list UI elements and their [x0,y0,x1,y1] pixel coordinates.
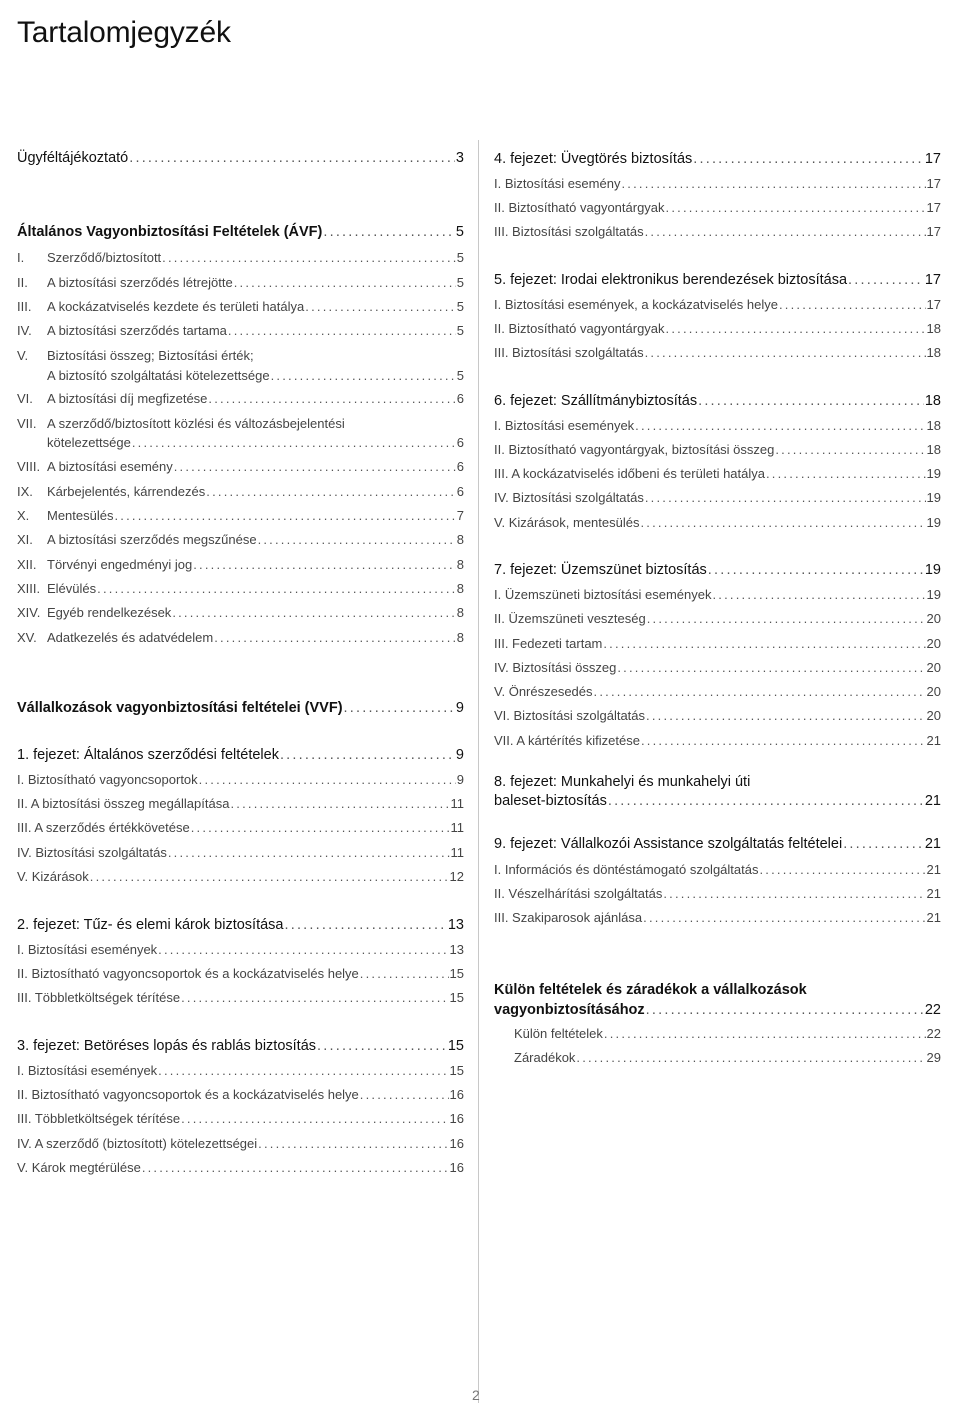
toc-entry-page: 5 [456,275,464,290]
toc-entry-page: 17 [926,224,941,239]
toc-entry-avf[interactable] [17,224,464,240]
toc-entry-page: 17 [926,200,941,215]
toc-entry-label: I. Biztosítási események [17,942,158,957]
toc-entry-label: V. Kizárások [17,869,89,884]
toc-entry-page: 16 [449,1160,464,1175]
toc-entry[interactable] [494,886,941,901]
toc-entry[interactable] [17,508,464,523]
toc-chapter-4[interactable] [494,151,941,167]
toc-entry-page: 18 [926,321,941,336]
toc-entry-label: IV. Biztosítási szolgáltatás [494,490,644,505]
toc-entry-label: Záradékok [514,1050,576,1065]
toc-entry-label: Általános Vagyonbiztosítási Feltételek (ÁVF) [17,224,323,240]
toc-entry-label: 1. fejezet: Általános szerződési feltételek [17,747,279,763]
toc-entry-label: 5. fejezet: Irodai elektronikus berendezések biztosítása [494,272,848,288]
leader-dots [158,1063,448,1078]
toc-entry[interactable] [17,532,464,547]
toc-entry[interactable] [494,297,941,312]
toc-entry-number: IX. [17,484,33,499]
toc-entry[interactable] [494,733,941,748]
toc-entry-label: A biztosítási esemény [47,459,173,474]
toc-entry[interactable] [17,1111,464,1126]
toc-entry-page: 5 [456,323,464,338]
toc-entry-number: VII. [17,416,37,431]
leader-dots [759,862,925,877]
leader-dots [206,484,456,499]
toc-entry-label: II. Üzemszüneti veszteség [494,611,646,626]
leader-dots [360,966,449,981]
toc-entry[interactable] [494,418,941,433]
toc-entry-label: A biztosítási szerződés létrejötte [47,275,233,290]
toc-entry[interactable] [494,611,941,626]
toc-entry-page: 21 [924,793,941,809]
toc-entry[interactable] [17,581,464,596]
toc-entry-label: Törvényi engedményi jog [47,557,193,572]
leader-dots [317,1038,447,1054]
toc-chapter-6[interactable] [494,393,941,409]
leader-dots [646,1002,924,1018]
toc-entry-page: 19 [926,490,941,505]
leader-dots [172,605,455,620]
leader-dots [214,630,456,645]
toc-entry-label: III. A szerződés értékkövetése [17,820,190,835]
toc-entry[interactable] [17,459,464,474]
toc-entry-page: 11 [450,820,464,835]
toc-entry-page: 15 [449,990,464,1005]
toc-entry-page: 17 [924,272,941,288]
leader-dots [208,391,455,406]
leader-dots [712,587,925,602]
toc-entry[interactable] [494,200,941,215]
leader-dots [90,869,449,884]
toc-entry-page: 19 [926,587,941,602]
toc-entry[interactable] [17,250,464,265]
leader-dots [617,660,925,675]
leader-dots [199,772,456,787]
toc-entry[interactable] [17,1063,464,1078]
toc-entry-label: A biztosítási díj megfizetése [47,391,208,406]
leader-dots [174,459,456,474]
leader-dots [663,886,925,901]
toc-entry-page: 5 [456,250,464,265]
toc-entry[interactable] [494,708,941,723]
toc-entry-label: VII. A kártérítés kifizetése [494,733,640,748]
toc-entry-page: 8 [456,605,464,620]
leader-dots [234,275,456,290]
toc-chapter-1[interactable] [17,747,464,763]
toc-entry[interactable] [17,1087,464,1102]
toc-entry-number: I. [17,250,25,265]
toc-entry-page: 19 [924,562,941,578]
leader-dots [708,562,924,578]
toc-entry-label: A kockázatviselés kezdete és területi hatálya [47,299,305,314]
toc-entry-number: XV. [17,630,37,645]
leader-dots [698,393,924,409]
toc-entry-label: Vállalkozások vagyonbiztosítási feltételei (VVF) [17,700,343,716]
toc-entry-label: Ügyféltájékoztató [17,150,129,166]
toc-entry-label: 2. fejezet: Tűz- és elemi károk biztosítása [17,917,284,933]
toc-entry[interactable] [494,176,941,191]
toc-entry-page: 18 [926,418,941,433]
toc-entry-label: vagyonbiztosításához [494,1002,645,1018]
toc-entry-label: A biztosítási szerződés tartama [47,323,227,338]
toc-entry-label: III. A kockázatviselés időbeni és területi hatálya [494,466,765,481]
toc-entry-page: 18 [926,345,941,360]
toc-entry-label: IV. A szerződő (biztosított) kötelezettségei [17,1136,258,1151]
toc-entry-first-line [17,416,464,431]
leader-dots [230,796,449,811]
leader-dots [779,297,926,312]
leader-dots [158,942,448,957]
leader-dots [132,435,456,450]
toc-entry-page: 17 [926,297,941,312]
toc-entry-label: A biztosító szolgáltatási kötelezettsége [47,368,270,383]
toc-entry-number: XIV. [17,605,41,620]
toc-entry-page: 16 [449,1136,464,1151]
leader-dots [305,299,456,314]
toc-entry-page: 21 [924,836,941,852]
toc-entry-label: VI. Biztosítási szolgáltatás [494,708,646,723]
toc-entry[interactable] [17,966,464,981]
toc-entry[interactable] [17,990,464,1005]
toc-entry-page: 20 [926,636,941,651]
toc-entry-label: Elévülés [47,581,97,596]
leader-dots [193,557,456,572]
toc-kulon-feltetelek-first-line [494,982,941,998]
toc-entry-page: 15 [447,1038,464,1054]
toc-entry[interactable] [494,466,941,481]
toc-entry[interactable] [494,345,941,360]
toc-entry-page: 15 [449,1063,464,1078]
toc-entry[interactable] [17,275,464,290]
toc-chapter-8-first-line [494,774,941,790]
toc-entry-label: Külön feltételek és záradékok a vállalkozások [494,982,807,998]
toc-entry[interactable] [17,1136,464,1151]
leader-dots [666,200,926,215]
toc-entry-label: III. Többletköltségek térítése [17,1111,181,1126]
toc-entry-page: 13 [449,942,464,957]
leader-dots [604,1026,926,1041]
toc-entry-label: I. Biztosítási események [494,418,635,433]
toc-entry-page: 5 [456,368,464,383]
toc-entry[interactable] [17,323,464,338]
toc-entry[interactable] [494,660,941,675]
leader-dots [766,466,926,481]
toc-entry-label: II. Vészelhárítási szolgáltatás [494,886,663,901]
toc-entry-number: V. [17,348,29,363]
toc-entry-label: A szerződő/biztosított közlési és változásbejelentési [47,416,345,431]
toc-entry[interactable] [494,862,941,877]
toc-entry-label: kötelezettsége [47,435,131,450]
leader-dots [258,532,456,547]
toc-entry-label: Biztosítási összeg; Biztosítási érték; [47,348,254,363]
toc-entry[interactable] [514,1050,941,1065]
toc-chapter-5[interactable] [494,272,941,288]
toc-entry-number: X. [17,508,30,523]
toc-entry-page: 3 [455,150,464,166]
toc-entry-label: I. Biztosítható vagyoncsoportok [17,772,198,787]
leader-dots [162,250,456,265]
toc-entry-label: III. Szakiparosok ajánlása [494,910,643,925]
toc-entry-label: I. Biztosítási események, a kockázatviselés helye [494,297,778,312]
toc-chapter-2[interactable] [17,917,464,933]
leader-dots [775,442,925,457]
leader-dots [645,490,926,505]
toc-entry[interactable] [17,630,464,645]
toc-entry-number: VI. [17,391,33,406]
leader-dots [280,747,455,763]
toc-entry-number: XII. [17,557,37,572]
leader-dots [640,515,925,530]
leader-dots [666,321,926,336]
toc-entry-label: Mentesülés [47,508,114,523]
leader-dots [641,733,926,748]
toc-entry[interactable] [17,299,464,314]
toc-entry-page: 11 [450,796,464,811]
toc-entry-page: 9 [455,747,464,763]
toc-entry-first-line [17,348,464,363]
leader-dots [594,684,926,699]
leader-dots [142,1160,449,1175]
toc-entry[interactable] [17,820,464,835]
toc-entry-label: 9. fejezet: Vállalkozói Assistance szolgáltatás feltételei [494,836,843,852]
leader-dots [258,1136,448,1151]
toc-entry-page: 19 [926,515,941,530]
toc-entry-page: 8 [456,532,464,547]
toc-entry-label: II. Biztosítható vagyontárgyak, biztosítási összeg [494,442,775,457]
toc-entry[interactable] [494,515,941,530]
toc-chapter-3[interactable] [17,1038,464,1054]
toc-entry-page: 11 [450,845,464,860]
page-number: 2 [472,1387,480,1403]
toc-entry[interactable] [514,1026,941,1041]
toc-entry-label: IV. Biztosítási szolgáltatás [17,845,167,860]
toc-entry-page: 21 [926,886,941,901]
leader-dots [603,636,925,651]
toc-chapter-7[interactable] [494,562,941,578]
leader-dots [285,917,447,933]
toc-entry-page: 8 [456,557,464,572]
toc-entry[interactable] [494,224,941,239]
toc-entry-label: V. Károk megtérülése [17,1160,141,1175]
leader-dots [647,611,926,626]
toc-entry-page: 7 [456,508,464,523]
leader-dots [621,176,925,191]
toc-entry[interactable] [17,845,464,860]
toc-entry-page: 21 [926,862,941,877]
toc-entry[interactable] [17,942,464,957]
toc-entry-page: 18 [924,393,941,409]
toc-entry-page: 5 [455,224,464,240]
toc-entry-label: III. Biztosítási szolgáltatás [494,345,644,360]
leader-dots [645,345,926,360]
toc-entry[interactable] [494,684,941,699]
toc-entry-page: 6 [456,391,464,406]
toc-entry[interactable] [17,435,464,450]
toc-entry-page: 15 [449,966,464,981]
leader-dots [693,151,924,167]
toc-entry-page: 17 [926,176,941,191]
leader-dots [181,990,448,1005]
toc-entry-label: 3. fejezet: Betöréses lopás és rablás biztosítás [17,1038,317,1054]
toc-entry-label: A biztosítási szerződés megszűnése [47,532,257,547]
toc-entry-label: 7. fejezet: Üzemszünet biztosítás [494,562,707,578]
leader-dots [168,845,450,860]
toc-entry[interactable] [494,490,941,505]
toc-entry-label: II. Biztosítható vagyoncsoportok és a kockázatviselés helye [17,1087,359,1102]
toc-entry[interactable] [17,772,464,787]
toc-entry-page: 19 [926,466,941,481]
toc-entry-label: baleset-biztosítás [494,793,607,809]
leader-dots [191,820,450,835]
toc-entry-label: V. Kizárások, mentesülés [494,515,640,530]
toc-entry[interactable] [17,391,464,406]
toc-entry-label: IV. Biztosítási összeg [494,660,617,675]
toc-entry-vvf[interactable] [17,700,464,716]
toc-entry-label: Adatkezelés és adatvédelem [47,630,214,645]
leader-dots [271,368,456,383]
toc-entry[interactable] [494,636,941,651]
toc-entry[interactable] [494,321,941,336]
toc-entry-label: II. A biztosítási összeg megállapítása [17,796,230,811]
leader-dots [843,836,924,852]
toc-entry-label: III. Többletköltségek térítése [17,990,181,1005]
toc-entry-label: II. Biztosítható vagyontárgyak [494,321,665,336]
leader-dots [646,708,926,723]
page-title: Tartalomjegyzék [17,16,231,49]
toc-entry-kulon-feltetelek[interactable] [494,1002,941,1018]
toc-entry-page: 6 [456,484,464,499]
leader-dots [608,793,924,809]
leader-dots [344,700,455,716]
toc-entry[interactable] [17,368,464,383]
toc-entry[interactable] [17,605,464,620]
toc-entry-label: II. Biztosítható vagyontárgyak [494,200,665,215]
toc-entry-label: 6. fejezet: Szállítmánybiztosítás [494,393,698,409]
toc-chapter-9[interactable] [494,836,941,852]
leader-dots [181,1111,448,1126]
toc-entry-label: Szerződő/biztosított [47,250,162,265]
toc-entry-page: 13 [447,917,464,933]
toc-entry-page: 8 [456,630,464,645]
toc-entry-number: III. [17,299,32,314]
toc-entry-page: 18 [926,442,941,457]
toc-entry-page: 22 [926,1026,941,1041]
toc-entry-page: 20 [926,708,941,723]
toc-entry-page: 16 [449,1087,464,1102]
leader-dots [114,508,455,523]
toc-entry-label: II. Biztosítható vagyoncsoportok és a kockázatviselés helye [17,966,359,981]
toc-entry-label: I. Biztosítási események [17,1063,158,1078]
toc-entry-page: 21 [926,733,941,748]
leader-dots [129,150,455,166]
toc-entry-number: II. [17,275,28,290]
toc-entry-page: 6 [456,435,464,450]
toc-entry[interactable] [494,442,941,457]
leader-dots [323,224,455,240]
toc-entry-page: 20 [926,611,941,626]
toc-entry[interactable] [17,869,464,884]
toc-entry-page: 29 [926,1050,941,1065]
leader-dots [228,323,456,338]
toc-entry-label: Kárbejelentés, kárrendezés [47,484,206,499]
toc-entry-page: 20 [926,684,941,699]
toc-entry-page: 6 [456,459,464,474]
toc-entry-page: 12 [449,869,464,884]
column-divider [478,140,479,1403]
toc-entry-number: XI. [17,532,33,547]
leader-dots [576,1050,925,1065]
toc-entry-ugyfeltajekoztato[interactable] [17,150,464,166]
toc-entry-label: Külön feltételek [514,1026,603,1041]
toc-entry-label: III. Fedezeti tartam [494,636,603,651]
toc-entry-number: VIII. [17,459,41,474]
toc-entry-page: 21 [926,910,941,925]
toc-entry[interactable] [17,1160,464,1175]
toc-entry-page: 17 [924,151,941,167]
toc-entry[interactable] [494,587,941,602]
toc-entry-label: 8. fejezet: Munkahelyi és munkahelyi úti [494,774,751,790]
leader-dots [97,581,456,596]
toc-entry[interactable] [17,557,464,572]
toc-entry-number: IV. [17,323,32,338]
toc-entry-label: I. Üzemszüneti biztosítási események [494,587,712,602]
leader-dots [360,1087,449,1102]
toc-entry[interactable] [17,484,464,499]
toc-entry[interactable] [17,796,464,811]
toc-entry-label: V. Önrészesedés [494,684,593,699]
toc-entry-page: 16 [449,1111,464,1126]
toc-entry-label: I. Információs és döntéstámogató szolgáltatás [494,862,759,877]
toc-entry-page: 22 [924,1002,941,1018]
toc-entry-number: XIII. [17,581,41,596]
toc-entry-label: 4. fejezet: Üvegtörés biztosítás [494,151,693,167]
leader-dots [645,224,926,239]
toc-entry-page: 5 [456,299,464,314]
leader-dots [848,272,924,288]
toc-entry-page: 9 [455,700,464,716]
toc-chapter-8[interactable] [494,793,941,809]
toc-entry-page: 20 [926,660,941,675]
toc-entry-label: Egyéb rendelkezések [47,605,172,620]
toc-entry-label: I. Biztosítási esemény [494,176,621,191]
toc-entry-page: 9 [456,772,464,787]
leader-dots [643,910,925,925]
toc-entry-label: III. Biztosítási szolgáltatás [494,224,644,239]
leader-dots [635,418,925,433]
toc-entry[interactable] [494,910,941,925]
toc-entry-page: 8 [456,581,464,596]
